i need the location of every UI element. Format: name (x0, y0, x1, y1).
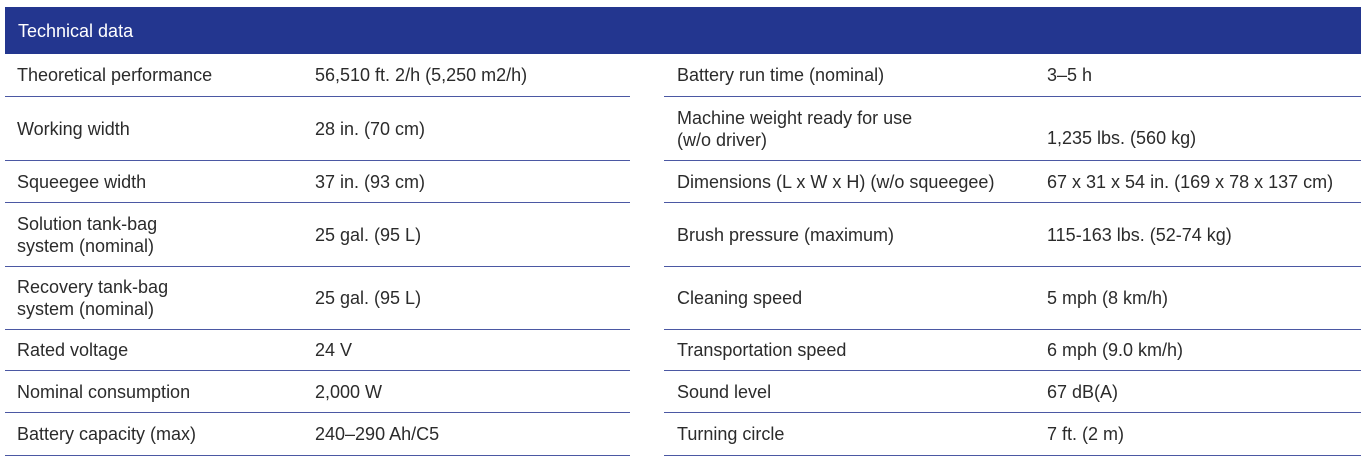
table-row (5, 203, 630, 267)
spec-label: Squeegee width (17, 171, 147, 192)
spec-value: 24 V (315, 340, 353, 360)
spec-value: 28 in. (70 cm) (315, 118, 426, 139)
spec-label: Battery run time (nominal) (677, 65, 885, 85)
spec-label: Solution tank-bag system (nominal) (17, 213, 158, 256)
spec-label: Cleaning speed (677, 288, 803, 308)
spec-label: Rated voltage (17, 340, 129, 360)
table-row (664, 203, 1361, 267)
spec-label: Battery capacity (max) (17, 424, 197, 444)
table-row (664, 97, 1361, 161)
spec-value: 1,235 lbs. (560 kg) (1047, 128, 1197, 148)
table-row (5, 54, 630, 97)
spec-value: 115-163 lbs. (52-74 kg) (1047, 224, 1232, 245)
spec-label: Working width (17, 118, 130, 139)
spec-value: 25 gal. (95 L) (315, 288, 422, 308)
spec-value: 240–290 Ah/C5 (315, 424, 440, 444)
table-row (5, 161, 630, 203)
spec-label: Recovery tank-bag system (nominal) (17, 277, 169, 319)
spec-value: 5 mph (8 km/h) (1047, 288, 1169, 308)
table-row (5, 371, 630, 413)
table-row (664, 267, 1361, 330)
table-row (664, 54, 1361, 97)
table-row (5, 330, 630, 371)
table-row (5, 97, 630, 161)
table-row (5, 267, 630, 330)
right-column (664, 54, 1361, 456)
spec-label: Theoretical performance (17, 65, 213, 85)
table-row (664, 330, 1361, 371)
spec-value: 56,510 ft. 2/h (5,250 m2/h) (315, 65, 528, 85)
table-title: Technical data (18, 21, 134, 41)
spec-value: 67 dB(A) (1047, 381, 1119, 402)
spec-label: Turning circle (677, 424, 785, 444)
spec-label: Transportation speed (677, 340, 847, 360)
table-row (664, 371, 1361, 413)
spec-value: 2,000 W (315, 381, 383, 402)
spec-label: Dimensions (L x W x H) (w/o squeegee) (677, 171, 995, 192)
table-header (5, 7, 1361, 54)
spec-label: Machine weight ready for use (w/o driver) (677, 107, 913, 150)
spec-value: 7 ft. (2 m) (1047, 424, 1125, 444)
spec-label: Sound level (677, 381, 772, 402)
spec-value: 25 gal. (95 L) (315, 224, 422, 245)
spec-label: Brush pressure (maximum) (677, 224, 895, 245)
table-row (5, 413, 630, 456)
spec-value: 67 x 31 x 54 in. (169 x 78 x 137 cm) (1047, 171, 1334, 192)
spec-value: 6 mph (9.0 km/h) (1047, 340, 1184, 360)
spec-value: 37 in. (93 cm) (315, 171, 426, 192)
left-column (5, 54, 630, 456)
spec-label: Nominal consumption (17, 381, 191, 402)
table-row (664, 161, 1361, 203)
spec-value: 3–5 h (1047, 65, 1093, 85)
table-row (664, 413, 1361, 456)
